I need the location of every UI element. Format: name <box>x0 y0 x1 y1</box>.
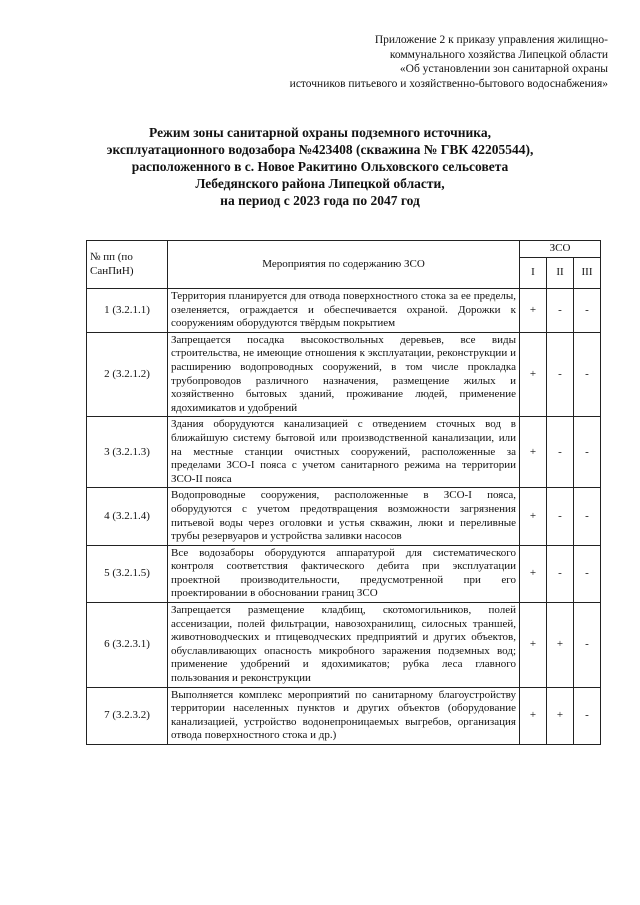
row-number: 1 (3.2.1.1) <box>87 289 168 333</box>
row-number: 3 (3.2.1.3) <box>87 417 168 488</box>
zone-1-mark: + <box>520 687 547 744</box>
zone-2-mark: - <box>547 332 574 417</box>
zone-2-mark: + <box>547 603 574 688</box>
zone-1-mark: + <box>520 603 547 688</box>
title-line: эксплуатационного водозабора №423408 (скважина № ГВК 42205544), <box>106 142 534 157</box>
zone-3-mark: - <box>574 687 601 744</box>
row-measure: Запрещается посадка высокоствольных деревьев, все виды строительства, не имеющие отношения к эксплуатации, реконструкции и расширению водопроводных сооружений, в том числе прокладка трубопроводов различного назначения, размещение жилых и хозяйственно бытовых зданий, проживание людей, применение ядохимикатов и удобрений <box>168 332 520 417</box>
table-row <box>87 417 601 488</box>
zone-3-mark: - <box>574 545 601 602</box>
zone-2-mark: - <box>547 488 574 545</box>
zone-1-mark: + <box>520 289 547 333</box>
zone-2-mark: - <box>547 289 574 333</box>
row-measure: Здания оборудуются канализацией с отведением сточных вод в ближайшую систему бытовой или производственной канализации, или на местные станции очистных сооружений, расположенные за пределами ЗСО-I пояса с учетом санитарного режима на территории ЗСО-II пояса <box>168 417 520 488</box>
zone-3-mark: - <box>574 488 601 545</box>
title-line: Режим зоны санитарной охраны подземного источника, <box>149 125 491 140</box>
row-measure: Все водозаборы оборудуются аппаратурой для систематического контроля соответствия фактического дебита при эксплуатации проектной производительности, предусмотренной при его проектировании в обосновании границ ЗСО <box>168 545 520 602</box>
header-zone-3: III <box>574 258 601 289</box>
table-row <box>87 488 601 545</box>
zone-1-mark: + <box>520 545 547 602</box>
title-line: расположенного в с. Новое Ракитино Ольховского сельсовета <box>131 159 509 174</box>
row-measure: Водопроводные сооружения, расположенные в ЗСО-I пояса, оборудуются с учетом предотвращения возможности загрязнения питьевой воды через оголовки и устья скважин, люки и переливные трубы резервуаров и устройства заливки насосов <box>168 488 520 545</box>
measures-table <box>86 240 601 745</box>
row-number: 7 (3.2.3.2) <box>87 687 168 744</box>
row-measure: Запрещается размещение кладбищ, скотомогильников, полей ассенизации, полей фильтрации, навозохранилищ, силосных траншей, животноводческих и птицеводческих предприятий и других объектов, обуславливающих опасность микробного заражения подземных вод; применение удобрений и ядохимикатов; рубка леса главного пользования и реконструкции <box>168 603 520 688</box>
table-row <box>87 545 601 602</box>
table-row <box>87 603 601 688</box>
zone-3-mark: - <box>574 289 601 333</box>
row-number: 4 (3.2.1.4) <box>87 488 168 545</box>
zone-1-mark: + <box>520 332 547 417</box>
annex-line: источников питьевого и хозяйственно-бытового водоснабжения» <box>289 77 608 90</box>
zone-2-mark: - <box>547 545 574 602</box>
zone-3-mark: - <box>574 603 601 688</box>
header-number: № пп (по СанПиН) <box>87 241 168 289</box>
zone-2-mark: - <box>547 417 574 488</box>
header-measures: Мероприятия по содержанию ЗСО <box>168 241 520 289</box>
row-number: 5 (3.2.1.5) <box>87 545 168 602</box>
title-line: на период с 2023 года по 2047 год <box>220 193 420 208</box>
annex-header <box>278 33 608 91</box>
row-measure: Территория планируется для отвода поверхностного стока за ее пределы, озеленяется, ограждается и обеспечивается охраной. Дорожки к сооружениям оборудуются твёрдым покрытием <box>168 289 520 333</box>
row-measure: Выполняется комплекс мероприятий по санитарному благоустройству территории населенных пунктов и других объектов (оборудование канализацией, устройство водонепроницаемых выгребов, организация отвода поверхностного стока и др.) <box>168 687 520 744</box>
annex-line: Приложение 2 к приказу управления жилищно- <box>374 34 608 46</box>
table-header-row <box>87 241 601 258</box>
table-row <box>87 289 601 333</box>
zone-3-mark: - <box>574 417 601 488</box>
header-zso: ЗСО <box>520 241 601 258</box>
title-line: Лебедянского района Липецкой области, <box>195 176 445 191</box>
row-number: 2 (3.2.1.2) <box>87 332 168 417</box>
row-number: 6 (3.2.3.1) <box>87 603 168 688</box>
zone-1-mark: + <box>520 417 547 488</box>
table-row <box>87 687 601 744</box>
zone-2-mark: + <box>547 687 574 744</box>
annex-line: «Об установлении зон санитарной охраны <box>399 63 608 75</box>
zone-1-mark: + <box>520 488 547 545</box>
zone-3-mark: - <box>574 332 601 417</box>
header-zone-1: I <box>520 258 547 289</box>
header-zone-2: II <box>547 258 574 289</box>
document-title <box>60 124 580 209</box>
table-row <box>87 332 601 417</box>
annex-line: коммунального хозяйства Липецкой области <box>389 48 608 61</box>
